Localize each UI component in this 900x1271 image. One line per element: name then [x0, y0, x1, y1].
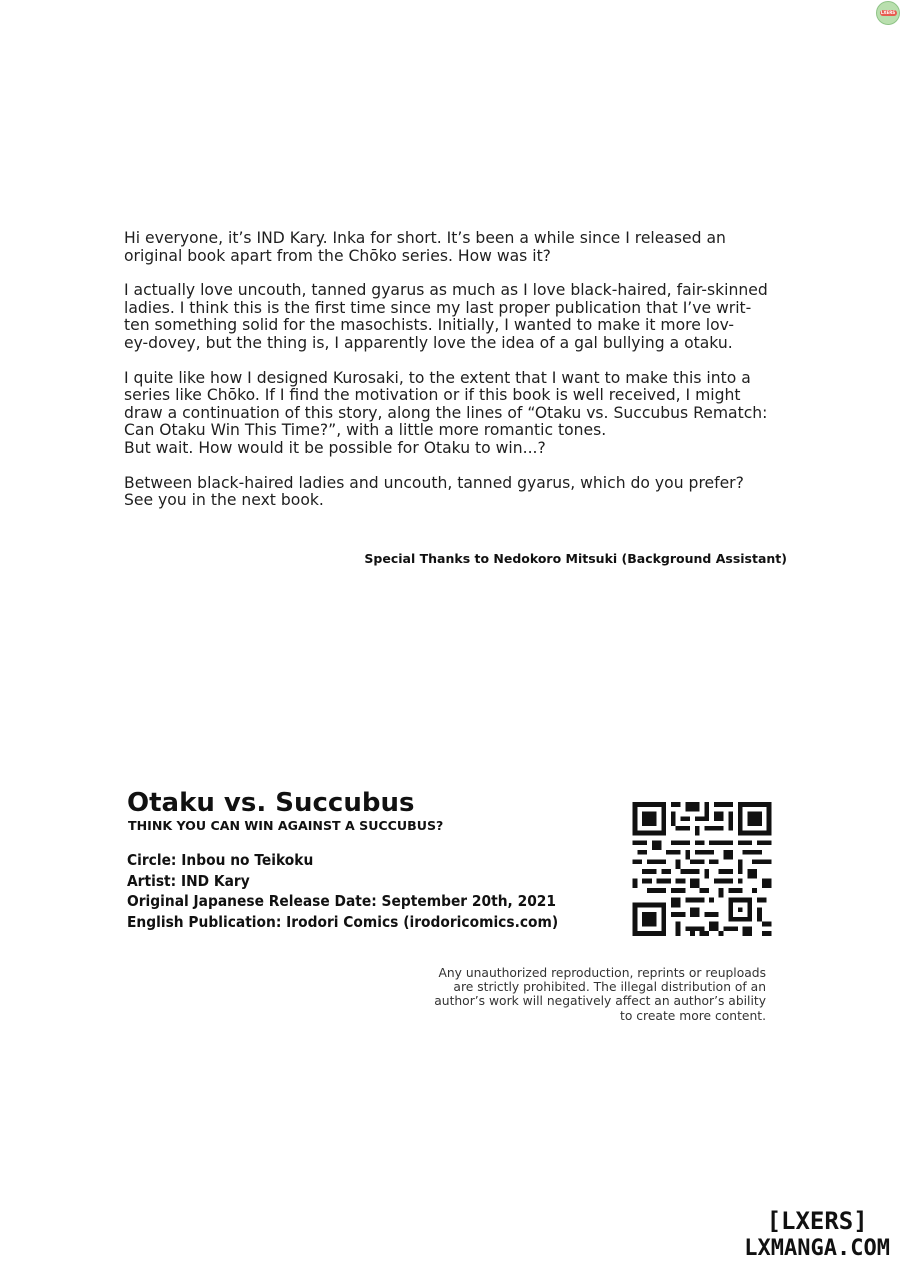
copyright-notice: Any unauthorized reproduction, reprints or reuploads are strictly prohibited. The illegal distribution of an author’s work will negatively affect an author’s ability to create more content.	[434, 966, 766, 1023]
watermark-line-1: [LXERS]	[766, 1207, 868, 1235]
site-logo-text: LXERS	[880, 10, 896, 15]
book-subtitle: THINK YOU CAN WIN AGAINST A SUCCUBUS?	[128, 818, 444, 833]
afterword-paragraph-1: Hi everyone, it’s IND Kary. Inka for short. It’s been a while since I released an original book apart from the Chōko series. How was it?	[124, 229, 726, 265]
site-logo-badge	[876, 1, 900, 25]
qr-code-icon[interactable]	[632, 802, 772, 936]
scanlation-watermark	[744, 1208, 890, 1262]
credit-circle: Circle: Inbou no Teikoku	[127, 851, 314, 869]
afterword-section	[124, 230, 794, 527]
watermark-line-2: LXMANGA.COM	[744, 1236, 890, 1261]
book-title: Otaku vs. Succubus	[127, 788, 415, 818]
credit-release-date: Original Japanese Release Date: September 20th, 2021	[127, 892, 557, 910]
afterword-paragraph-3: I quite like how I designed Kurosaki, to the extent that I want to make this into a series like Chōko. If I find the motivation or if this book is well received, I might draw a continuation of this story, along the lines of “Otaku vs. Succubus Rematch: Can Otaku Win This Time?”, with a little more romantic tones. But wait. How would it be possible for Otaku to win...?	[124, 368, 768, 457]
credit-artist: Artist: IND Kary	[127, 871, 250, 890]
afterword-paragraph-4: Between black-haired ladies and uncouth, tanned gyarus, which do you prefer? See you in the next book.	[124, 473, 744, 510]
special-thanks: Special Thanks to Nedokoro Mitsuki (Background Assistant)	[364, 551, 787, 566]
credit-publication: English Publication: Irodori Comics (irodoricomics.com)	[127, 912, 559, 931]
colophon	[127, 788, 587, 932]
afterword-paragraph-2: I actually love uncouth, tanned gyarus as much as I love black-haired, fair-skinned ladies. I think this is the first time since my last proper publication that I’ve writ- ten something solid for the masochists. Initially, I wanted to make it more lov- ey-dovey, but the thing is, I apparently love the idea of a gal bullying a otaku.	[124, 281, 768, 352]
